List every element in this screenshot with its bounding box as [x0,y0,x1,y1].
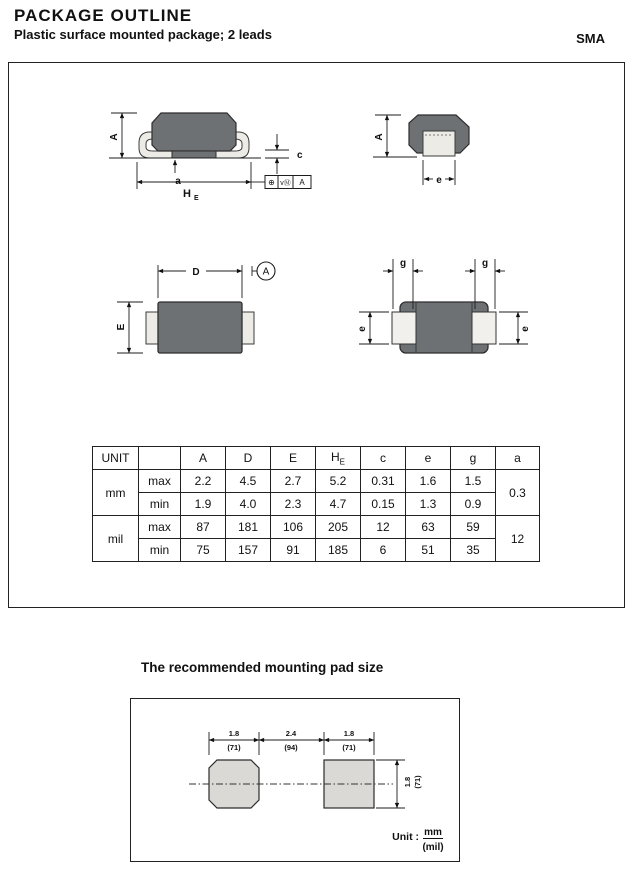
top-view-diagram [116,262,275,353]
value-cell: 63 [406,516,451,539]
pad-dim-left-mm: 1.8 [228,729,240,738]
value-cell: 4.7 [316,493,361,516]
dim-label-HE-main: H [183,188,191,200]
unit-mil-cell: mil [93,516,139,562]
dim-label-e-end: e [436,175,442,186]
value-cell: 0.31 [361,470,406,493]
value-cell: 0.9 [451,493,496,516]
unit-header-cell: UNIT [93,447,139,470]
value-cell: 1.5 [451,470,496,493]
dim-label-A-side: A [109,133,120,141]
datum-A-label: A [262,266,270,278]
pad-dim-right-mm: 1.8 [343,729,355,738]
mounting-pad-title: The recommended mounting pad size [141,660,384,675]
dim-label-A-end: A [374,133,385,141]
col-header-A: A [181,447,226,470]
package-name: SMA [576,31,605,46]
value-cell: 6 [361,539,406,562]
page-title: PACKAGE OUTLINE [14,6,193,25]
end-view-diagram [373,115,469,186]
side-view-diagram [109,113,311,202]
dim-label-D: D [192,267,200,278]
value-cell: 59 [451,516,496,539]
table-row-mm-max [93,470,540,493]
value-cell-a-mm: 0.3 [496,470,540,516]
mounting-pad-drawing [131,699,456,858]
pad-dim-center-mm: 2.4 [285,729,297,738]
table-row-mil-min [93,539,540,562]
lead-tab-left [146,312,158,344]
pad-dim-right-mil: (71) [342,743,356,752]
value-cell: 35 [451,539,496,562]
value-cell: 1.3 [406,493,451,516]
col-header-E: E [271,447,316,470]
pad-dim-left-mil: (71) [227,743,241,752]
value-cell: 1.9 [181,493,226,516]
package-body-top [158,302,242,353]
row-label-min: min [139,493,181,516]
table-row-mm-min [93,493,540,516]
value-cell: 2.2 [181,470,226,493]
dim-label-e-left: e [357,326,368,332]
body-standoff [172,151,216,158]
tolerance-frame-value: vⓂ [280,180,291,187]
row-label-max: max [139,516,181,539]
package-body-side [152,113,236,151]
value-cell: 75 [181,539,226,562]
pad-dim-height-mil: (71) [413,775,422,789]
package-outline-frame [8,62,625,608]
blank-header-cell [139,447,181,470]
dim-label-e-right: e [520,326,531,332]
unit-denominator: (mil) [422,842,444,853]
value-cell-a-mil: 12 [496,516,540,562]
tolerance-frame-datum: A [299,178,305,187]
col-header-g: g [451,447,496,470]
value-cell: 4.0 [226,493,271,516]
dim-label-c: c [297,150,303,161]
row-label-min: min [139,539,181,562]
pad-dim-center-mil: (94) [284,743,298,752]
table-header-row [93,447,540,470]
mounting-pad-frame [130,698,460,862]
lead-pad-left [392,312,416,344]
col-header-HE: $H_E$ [316,447,361,470]
lead-tab-right [242,312,254,344]
value-cell: 12 [361,516,406,539]
dimension-table [92,446,540,562]
value-cell: 5.2 [316,470,361,493]
col-header-a: a [496,447,540,470]
dim-label-g-right: g [481,258,489,269]
tolerance-frame-position-symbol: ⊕ [268,178,275,187]
unit-numerator: mm [424,827,442,838]
dim-label-g-left: g [399,258,407,269]
col-header-D: D [226,447,271,470]
unit-label: Unit : [392,831,419,843]
value-cell: 1.6 [406,470,451,493]
col-header-c: c [361,447,406,470]
value-cell: 91 [271,539,316,562]
package-outline-drawing [9,63,624,403]
value-cell: 2.3 [271,493,316,516]
value-cell: 205 [316,516,361,539]
value-cell: 185 [316,539,361,562]
value-cell: 106 [271,516,316,539]
value-cell: 157 [226,539,271,562]
pad-dim-height-mm: 1.8 [403,776,412,788]
value-cell: 87 [181,516,226,539]
dim-label-HE-sub: E [194,195,199,202]
bottom-view-diagram [357,258,531,353]
dim-label-a: a [175,176,181,187]
value-cell: 51 [406,539,451,562]
value-cell: 4.5 [226,470,271,493]
dim-label-E: E [116,323,127,331]
col-header-e: e [406,447,451,470]
table-row-mil-max [93,516,540,539]
value-cell: 2.7 [271,470,316,493]
unit-legend [392,827,443,853]
row-label-max: max [139,470,181,493]
value-cell: 181 [226,516,271,539]
lead-pad-right [472,312,496,344]
value-cell: 0.15 [361,493,406,516]
page-subtitle: Plastic surface mounted package; 2 leads [14,27,272,42]
unit-mm-cell: mm [93,470,139,516]
